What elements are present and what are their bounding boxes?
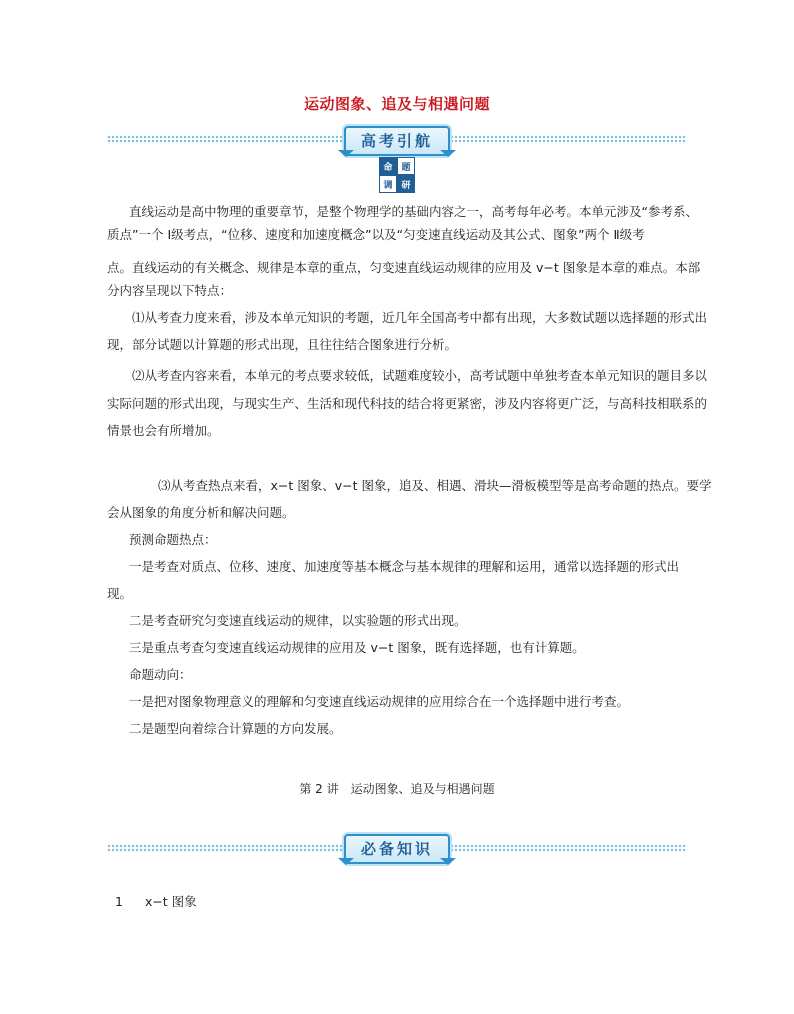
paragraph-line: 一是考查对质点、位移、速度、加速度等基本概念与基本规律的理解和运用，通常以选择题的形式出 xyxy=(129,559,680,574)
paragraph-line: 命题动向： xyxy=(129,667,192,682)
lecture-heading: 第 2 讲 运动图象、追及与相遇问题 xyxy=(299,782,495,796)
paragraph-line: 二是考查研究匀变速直线运动的规律，以实验题的形式出现。 xyxy=(129,613,467,628)
stamp-char: 研 xyxy=(397,175,415,193)
paragraph-line: 分内容呈现以下特点： xyxy=(107,283,233,298)
banner-notch-left xyxy=(338,858,354,865)
paragraph-line: 一是把对图象物理意义的理解和匀变速直线运动规律的应用综合在一个选择题中进行考查。 xyxy=(129,694,630,709)
document-title: 运动图象、追及与相遇问题 xyxy=(303,95,490,113)
paragraph-line: 质点”一个 Ⅰ级考点，“位移、速度和加速度概念”以及“匀变速直线运动及其公式、图象”两个 Ⅱ级考 xyxy=(107,227,645,242)
stamp-char: 调 xyxy=(379,175,397,193)
paragraph-line: 现。 xyxy=(107,586,133,601)
paragraph-line: ⑴从考查力度来看，涉及本单元知识的考题，近几年全国高考中都有出现，大多数试题以选择题的形式出 xyxy=(132,310,708,325)
paragraph-line: 情景也会有所增加。 xyxy=(107,423,220,438)
paragraph-line: 直线运动是高中物理的重要章节，是整个物理学的基础内容之一，高考每年必考。本单元涉及“参考系、 xyxy=(129,204,698,219)
banner-dots-left xyxy=(107,135,344,144)
paragraph-line: 预测命题热点： xyxy=(129,532,217,547)
stamp-char: 命 xyxy=(379,157,397,175)
banner-notch-right xyxy=(440,150,456,157)
banner-dots-left xyxy=(107,844,344,853)
paragraph-line: 点。直线运动的有关概念、规律是本章的重点，匀变速直线运动规律的应用及 v−t 图象是本章的难点。本部 xyxy=(107,260,701,275)
banner-dots-right xyxy=(450,135,687,144)
paragraph-line: ⑵从考查内容来看，本单元的考点要求较低，试题难度较小，高考试题中单独考查本单元知识的题目多以 xyxy=(132,368,708,383)
stamp-char: 题 xyxy=(397,157,415,175)
mingti-diaoyan-stamp xyxy=(379,157,415,193)
paragraph-line: 现，部分试题以计算题的形式出现，且往往结合图象进行分析。 xyxy=(107,337,458,352)
paragraph-line: 实际问题的形式出现，与现实生产、生活和现代科技的结合将更紧密，涉及内容将更广泛，与高科技相联系的 xyxy=(107,396,708,411)
section-label: x−t 图象 xyxy=(144,894,197,909)
paragraph-line: 会从图象的角度分析和解决问题。 xyxy=(107,505,295,520)
paragraph-line: 二是题型向着综合计算题的方向发展。 xyxy=(129,721,342,736)
banner-dots-right xyxy=(450,844,687,853)
banner-notch-right xyxy=(440,858,456,865)
paragraph-line: 三是重点考查匀变速直线运动规律的应用及 v−t 图象，既有选择题，也有计算题。 xyxy=(129,640,585,655)
paragraph-line: ⑶从考查热点来看，x−t 图象、v−t 图象，追及、相遇、滑块—滑板模型等是高考命题的热点。要学 xyxy=(158,478,712,493)
banner-notch-left xyxy=(338,150,354,157)
section-heading xyxy=(115,892,197,910)
banner-bibei-zhishi: 必备知识 xyxy=(344,834,450,864)
section-number: 1 xyxy=(115,894,123,909)
banner-gaokao-yinhang: 高考引航 xyxy=(344,126,450,156)
